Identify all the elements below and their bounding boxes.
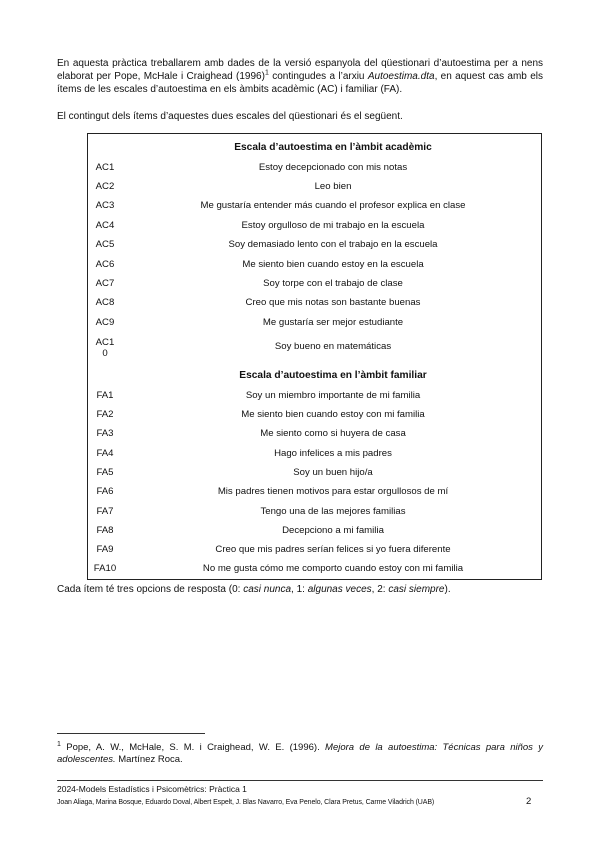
item-text: Estoy decepcionado con mis notas: [258, 162, 408, 173]
table-row: [88, 502, 541, 521]
item-text: Me siento como si huyera de casa: [260, 428, 406, 439]
table-row: [88, 444, 541, 463]
table-row: [88, 334, 541, 360]
item-text: Soy bueno en matemáticas: [274, 341, 392, 352]
footer-rule: [57, 780, 543, 781]
intro-paragraph: [57, 57, 543, 96]
item-text: Estoy orgulloso de mi trabajo en la escuela: [241, 220, 425, 231]
item-text: Me siento bien cuando estoy con mi familia: [241, 409, 425, 420]
option-2: casi siempre: [388, 584, 445, 595]
item-code: FA2: [96, 409, 114, 420]
heading-academic: Escala d’autoestima en l’àmbit acadèmic: [234, 142, 432, 153]
item-text: Hago infelices a mis padres: [274, 448, 392, 459]
after-text-4: ).: [444, 584, 451, 595]
item-code: AC3: [95, 200, 115, 211]
table-row: [88, 424, 541, 443]
page-number: 2: [526, 796, 532, 807]
item-code: AC9: [95, 317, 115, 328]
item-text: Creo que mis padres serían felices si yo fuera diferente: [215, 544, 451, 555]
item-code: AC1: [95, 162, 115, 173]
table-row: [88, 313, 541, 332]
item-text: Me siento bien cuando estoy en la escuela: [242, 259, 424, 270]
table-row: [88, 235, 541, 254]
after-text-2: , 1:: [291, 584, 308, 595]
table-row: [88, 158, 541, 177]
item-code: AC7: [95, 278, 115, 289]
intro-text-1: En aquesta pràctica treballarem amb dades de la versió espanyola del qüestionari d’autoestima per a nens elaborat per Pope, McHale i Craighead (1996): [57, 58, 543, 82]
item-code: AC6: [95, 259, 115, 270]
table-row: [88, 293, 541, 312]
item-code: AC4: [95, 220, 115, 231]
table-row: [88, 405, 541, 424]
table-row: [88, 177, 541, 196]
table-row: [88, 463, 541, 482]
item-code: FA10: [93, 563, 117, 574]
item-text: Soy demasiado lento con el trabajo en la escuela: [228, 239, 438, 250]
footnote-separator: [57, 733, 205, 734]
item-code: FA1: [96, 390, 114, 401]
footnote: [57, 739, 543, 766]
item-text: Creo que mis notas son bastante buenas: [245, 297, 421, 308]
items-table: [87, 133, 542, 580]
item-text: Soy un miembro importante de mi familia: [245, 390, 421, 401]
intro-text-2: contingudes a l’arxiu: [268, 71, 368, 82]
after-text-3: , 2:: [371, 584, 389, 595]
footnote-title: Mejora de la autoestima: Técnicas para niños y adolescentes.: [57, 742, 543, 766]
item-code: FA4: [96, 448, 114, 459]
footer-course: 2024-Models Estadístics i Psicomètrics: Pràctica 1: [57, 784, 247, 794]
footnote-reference[interactable]: 1: [264, 69, 269, 77]
item-code: FA9: [96, 544, 114, 555]
item-text: Tengo una de las mejores familias: [260, 506, 406, 517]
table-row: [88, 540, 541, 559]
after-text-1: Cada ítem té tres opcions de resposta (0:: [57, 584, 244, 595]
item-code: FA8: [96, 525, 114, 536]
item-text: No me gusta cómo me comporto cuando estoy con mi familia: [202, 563, 464, 574]
item-code: AC2: [95, 181, 115, 192]
item-text: Me gustaría entender más cuando el profesor explica en clase: [200, 200, 466, 211]
footer-authors: Joan Aliaga, Marina Bosque, Eduardo Doval, Albert Espelt, J. Blas Navarro, Eva Penelo, Clara Pretus, Carme Viladrich (UAB): [57, 799, 435, 806]
file-name: Autoestima.dta: [367, 71, 435, 82]
item-code: FA3: [96, 428, 114, 439]
table-row: [88, 521, 541, 540]
table-intro-paragraph: El contingut dels ítems d’aquestes dues escales del qüestionari és el següent.: [57, 111, 403, 122]
intro-text-3: , en aquest cas amb els ítems de les escales d’autoestima en els àmbits acadèmic (AC) i familiar (FA).: [57, 71, 543, 95]
item-code: FA5: [96, 467, 114, 478]
item-text: Decepciono a mi familia: [282, 525, 384, 536]
item-code: [90, 337, 120, 359]
table-heading-family-row: [88, 366, 541, 385]
item-text: Leo bien: [314, 181, 352, 192]
table-row: [88, 196, 541, 215]
item-text: Soy un buen hijo/a: [293, 467, 373, 478]
table-row: [88, 386, 541, 405]
item-text: Soy torpe con el trabajo de clase: [263, 278, 403, 289]
table-row: [88, 559, 541, 578]
item-code: AC5: [95, 239, 115, 250]
item-code: AC8: [95, 297, 115, 308]
table-row: [88, 482, 541, 501]
table-row: [88, 274, 541, 293]
item-text: Mis padres tienen motivos para estar orgullosos de mí: [217, 486, 449, 497]
footnote-authors: Pope, A. W., McHale, S. M. i Craighead, W. E. (1996).: [60, 742, 326, 754]
footnote-publisher: Martínez Roca.: [115, 754, 183, 766]
heading-family: Escala d’autoestima en l’àmbit familiar: [239, 370, 427, 381]
item-code-line2: 0: [102, 348, 108, 359]
response-options-paragraph: [57, 583, 543, 596]
option-0: casi nunca: [243, 584, 292, 595]
item-text: Me gustaría ser mejor estudiante: [262, 317, 404, 328]
table-row: [88, 255, 541, 274]
option-1: algunas veces: [307, 584, 372, 595]
footnote-number: 1: [57, 741, 61, 748]
item-code-line1: AC1: [95, 337, 115, 348]
table-heading-academic-row: [88, 138, 541, 157]
item-code: FA6: [96, 486, 114, 497]
table-row: [88, 216, 541, 235]
item-code: FA7: [96, 506, 114, 517]
